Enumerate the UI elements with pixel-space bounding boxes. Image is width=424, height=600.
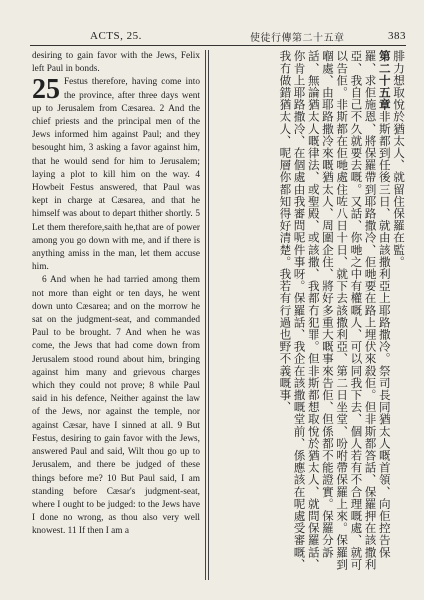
header-rule: [30, 45, 406, 46]
header-chinese-title: 使徒行傳第二十五章: [250, 33, 345, 44]
english-para6: 6 And when he had tarried among them not more than eight or ten days, he went down unto Cæsarea; and on the morrow he sat on the judgment-seat, and commanded Paul to be brought. 7 And when he was come, the Jews that had come down from Jerusalem stood round about him, bringing against him many and grievous charges which they could not prove; 8 while Paul said in his defence, Neither against the law of the Jews, nor against the temple, nor against Cæsar, have I sinned at all. 9 But Festus, desiring to gain favor with the Jews, answered Paul and said, Wilt thou go up to Jerusalem, and there be judged of these things before me? 10 But Paul said, I am standing before Cæsar's judgment-seat, where I ought to be judged: to the Jews have I done no wrong, as thou also very well knowest. 11 If then I am a: [32, 275, 200, 537]
english-body: Festus therefore, having come into the province, after three days went up to Jerusalem from Cæsarea. 2 And the chief priests and the principal men of the Jews informed him against Paul; and they besought him, 3 asking a favor against him, that he would send for him to Jerusalem; laying a plot to kill him on the way. 4 Howbeit Festus answered, that Paul was kept in charge at Cæsarea, and that he himself was about to depart thither shortly. 5 Let them therefore,saith he,that are of power among you go down with me, and if there is anything amiss in the man, let them accuse him.: [32, 77, 200, 273]
chinese-column: [216, 50, 406, 580]
column-divider: [205, 50, 206, 580]
english-column: [32, 50, 200, 539]
page-number: 383: [388, 30, 406, 42]
column-divider-inner: [208, 50, 209, 580]
chinese-line1: 腓力想取悅於猶太人、就留住保羅在監。: [392, 50, 406, 268]
page: [30, 28, 406, 588]
english-opening: desiring to gain favor with the Jews, Felix left Paul in bonds.: [32, 51, 200, 75]
header-book-chapter: ACTS, 25.: [90, 30, 142, 42]
chinese-body: 非斯都到任後三日、就由該撒利亞上耶路撒冷。祭司長同猶太人嘅首領、向佢控告保羅、求佢施恩、將保羅帶到耶路撒冷、佢哋要在路上埋伏來殺佢。但非斯都答話、保羅押在該撒利亞、我自己不久就要去嘅。又話、你哋之中有權嘅人、可以同我下去、個人若有不合理嘅處、就可以告佢。非斯都在佢哋處住咗八日十日、就下去該撒利亞、第二日坐堂、吩咐帶保羅上來。保羅到嗰處、由耶路撒冷來嘅猶太人、周圍企住、將好多重大嘅事來告佢、但係都不能證實。保羅分訴話、無論猶太人嘅律法、或聖殿、或該撒、我都冇犯罪。但非斯都想取悅於猶太人、就問保羅話、你肯上耶路撒冷、在個處由我審問呢件事呀。保羅話、我企在該撒嘅堂前、係應該在呢處受審嘅、我冇做錯猶太人、呢層你都知得好清楚。我若有行過也野不義嘅事、: [278, 50, 392, 571]
chinese-chapter: 第二十五章: [377, 50, 392, 111]
chapter-number: 25: [32, 74, 60, 106]
page-header: [30, 28, 406, 44]
